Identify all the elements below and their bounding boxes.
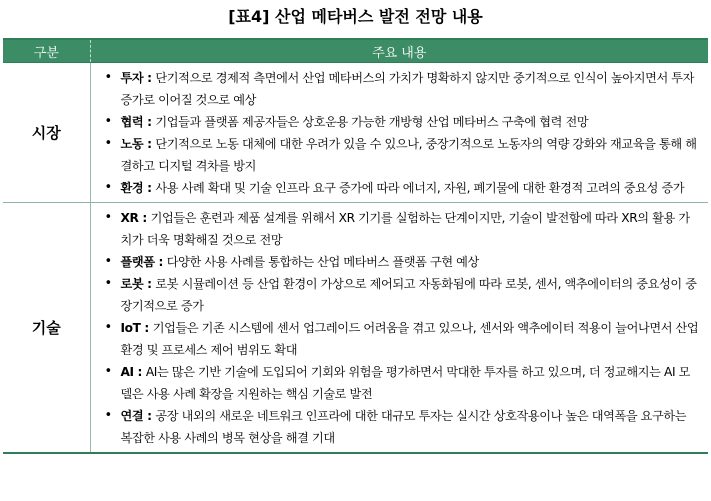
- list-item: [97, 111, 701, 133]
- list-item: [97, 177, 701, 199]
- item-text: 로봇 시뮬레이션 등 산업 환경이 가상으로 제어되고 자동화됨에 따라 로봇, 센서, 액추에이터의 중요성이 중장기적으로 증가: [120, 277, 697, 313]
- item-text: 다양한 사용 사례를 통합하는 산업 메타버스 플랫폼 구현 예상: [166, 255, 479, 269]
- table-title: [표4] 산업 메타버스 발전 전망 내용: [228, 7, 483, 26]
- item-term: AI: [120, 365, 134, 379]
- item-text: 공장 내외의 새로운 네트워크 인프라에 대한 대규모 투자는 실시간 상호작용이나 높은 대역폭을 요구하는 복잡한 사용 사례의 병목 현상을 해결 기대: [120, 409, 687, 445]
- item-separator: :: [143, 71, 156, 85]
- item-separator: :: [143, 277, 156, 291]
- section-row-market: [3, 63, 708, 203]
- item-text: 단기적으로 노동 대체에 대한 우려가 있을 수 있으나, 중장기적으로 노동자의 역량 강화와 재교육을 통해 해결하고 디지털 격차를 방지: [120, 137, 697, 173]
- item-separator: :: [143, 137, 156, 151]
- item-term: 로봇: [120, 277, 144, 291]
- section-row-technology: [3, 203, 708, 454]
- item-text: 단기적으로 경제적 측면에서 산업 메타버스의 가치가 명확하지 않지만 중기적으로 인식이 높아지면서 투자 증가로 이어질 것으로 예상: [120, 71, 695, 107]
- item-separator: :: [143, 409, 156, 423]
- bullet-list-technology: [97, 207, 701, 449]
- header-content: 주요 내용: [90, 39, 708, 63]
- item-separator: :: [140, 321, 153, 335]
- item-term: IoT: [120, 321, 141, 335]
- content-cell-technology: [90, 203, 708, 454]
- content-cell-market: [90, 63, 708, 203]
- item-text: 기업들과 플랫폼 제공자들은 상호운용 가능한 개방형 산업 메타버스 구축에 협력 전망: [155, 115, 589, 129]
- item-separator: :: [143, 181, 156, 195]
- item-term: 플랫폼: [120, 255, 155, 269]
- item-separator: :: [154, 255, 167, 269]
- category-cell-technology: 기술: [3, 203, 90, 454]
- list-item: [97, 405, 701, 449]
- item-term: 투자: [120, 71, 144, 85]
- item-separator: :: [138, 211, 151, 225]
- item-term: XR: [120, 211, 139, 225]
- item-text: AI는 많은 기반 기술에 도입되어 기회와 위험을 평가하면서 막대한 투자를 하고 있으며, 더 정교해지는 AI 모델은 사용 사례 확장을 지원하는 핵심 기술로 발전: [120, 365, 690, 401]
- list-item: [97, 207, 701, 251]
- item-text: 사용 사례 확대 및 기술 인프라 요구 증가에 따라 에너지, 자원, 폐기물에 대한 환경적 고려의 중요성 증가: [155, 181, 685, 195]
- category-cell-market: 시장: [3, 63, 90, 203]
- item-separator: :: [143, 115, 156, 129]
- item-term: 협력: [120, 115, 144, 129]
- bullet-list-market: [97, 67, 701, 199]
- item-text: 기업들은 기존 시스템에 센서 업그레이드 어려움을 겪고 있으나, 센서와 액추에이터 적용이 늘어나면서 산업 환경 및 프로세스 제어 범위도 확대: [120, 321, 699, 357]
- item-separator: :: [133, 365, 146, 379]
- item-term: 환경: [120, 181, 144, 195]
- header-category: 구분: [3, 39, 90, 63]
- list-item: [97, 317, 701, 361]
- header-row: [3, 39, 708, 63]
- item-term: 노동: [120, 137, 144, 151]
- item-term: 연결: [120, 409, 144, 423]
- outlook-table: [3, 38, 708, 454]
- list-item: [97, 361, 701, 405]
- list-item: [97, 251, 701, 273]
- list-item: [97, 133, 701, 177]
- list-item: [97, 67, 701, 111]
- item-text: 기업들은 훈련과 제품 설계를 위해서 XR 기기를 실험하는 단계이지만, 기술이 발전함에 따라 XR의 활용 가치가 더욱 명확해질 것으로 전망: [120, 211, 690, 247]
- list-item: [97, 273, 701, 317]
